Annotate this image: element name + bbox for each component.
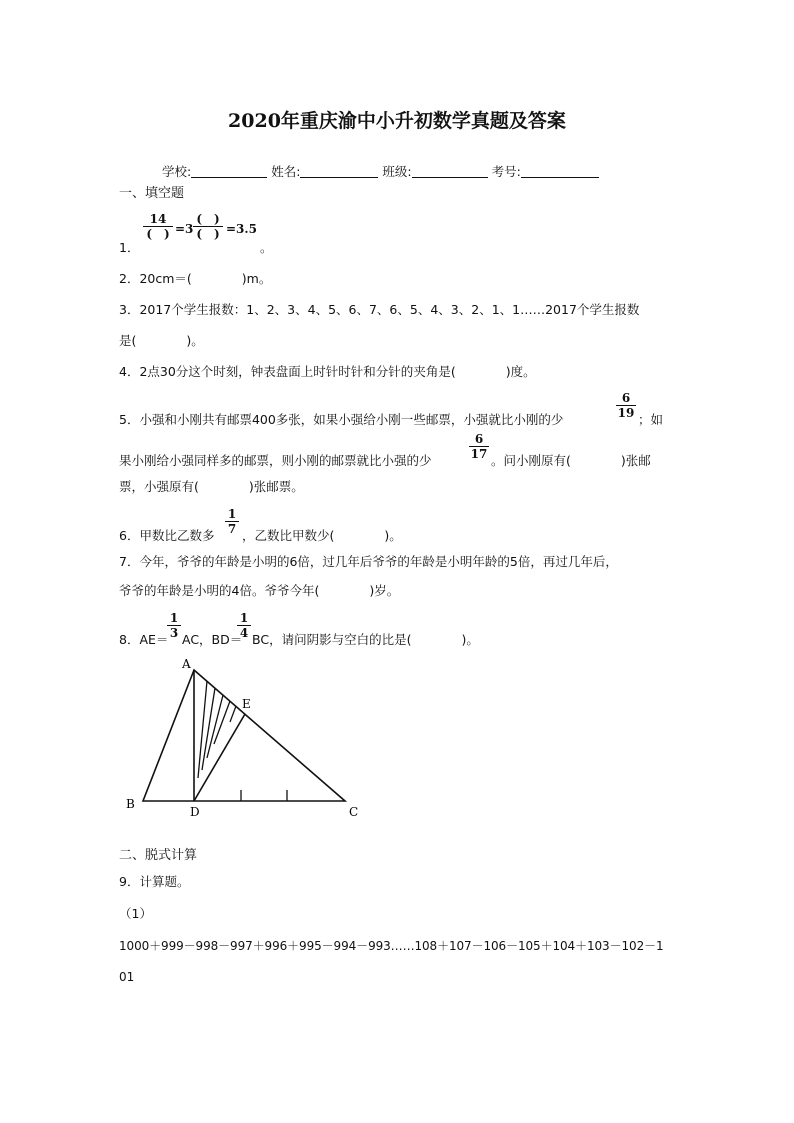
q7-line1: 7．今年，爷爷的年龄是小明的6倍，过几年后爷爷的年龄是小明年龄的5倍，再过几年后， <box>119 554 618 569</box>
label-a: A <box>182 657 191 671</box>
q8-fraction-1-3 <box>167 611 181 640</box>
exam-no-label: 考号: <box>491 164 521 179</box>
q3-line2: 是( )。 <box>119 333 204 348</box>
q6-text-a: 6．甲数比乙数多 <box>119 528 215 543</box>
class-blank <box>412 165 488 178</box>
q1-fraction-1-num: 14 <box>149 212 167 226</box>
q5-fraction-2-den: 17 <box>470 447 488 461</box>
q8-text-b: AC，BD＝ <box>182 632 243 647</box>
q6-fraction-1-7 <box>225 507 239 536</box>
q8-text-a: 8．AE＝ <box>119 632 169 647</box>
segment-de <box>194 714 245 801</box>
q6-fraction-num: 1 <box>227 507 237 521</box>
q9-expression-line1: 1000＋999－998－997＋996＋995－994－993……108＋107－106－105＋104＋103－102－1 <box>119 939 664 953</box>
q2-text: 2．20cm＝( )m。 <box>119 271 272 286</box>
q4-text: 4．2点30分这个时刻，钟表盘面上时针时针和分针的夹角是( )度。 <box>119 364 536 379</box>
q5-line2-a: 果小刚给小强同样多的邮票，则小刚的邮票就比小强的少 <box>119 453 432 468</box>
name-label: 姓名: <box>271 164 301 179</box>
q9-subpart: （1） <box>119 906 152 921</box>
q1-fraction-1 <box>143 212 173 241</box>
q1-fraction-2 <box>193 212 223 241</box>
q5-line2-b: 。问小刚原有( )张邮 <box>491 453 651 468</box>
q5-line3: 票，小强原有( )张邮票。 <box>119 479 304 494</box>
q5-line1-a: 5．小强和小刚共有邮票400多张，如果小强给小刚一些邮票，小强就比小刚的少 <box>119 412 564 427</box>
q6-fraction-den: 7 <box>227 522 237 536</box>
q8-fraction-1-den: 3 <box>169 626 179 640</box>
q7-line2: 爷爷的年龄是小明的4倍。爷爷今年( )岁。 <box>119 583 400 598</box>
label-c: C <box>349 805 359 819</box>
exam-no-blank <box>521 165 599 178</box>
q1-fraction-2-den: ( ) <box>196 227 220 241</box>
school-blank <box>191 165 267 178</box>
label-e: E <box>242 697 251 711</box>
q9-text: 9．计算题。 <box>119 874 190 889</box>
label-b: B <box>126 797 135 811</box>
q5-fraction-6-17 <box>469 432 489 461</box>
tick-marks <box>241 790 287 801</box>
school-label: 学校: <box>162 164 192 179</box>
section-heading-fill-in: 一、填空题 <box>119 186 185 201</box>
q8-text-c: BC，请问阴影与空白的比是( )。 <box>252 632 479 647</box>
q5-fraction-2-num: 6 <box>474 432 484 446</box>
triangle-abc <box>143 670 345 801</box>
q1-equals-3-5: =3.5 <box>226 222 257 236</box>
q5-fraction-1-num: 6 <box>621 391 631 405</box>
name-blank <box>300 165 378 178</box>
label-d: D <box>190 805 200 819</box>
q1-fraction-1-den: ( ) <box>146 227 170 241</box>
q5-fraction-6-19 <box>616 391 636 420</box>
q1-number: 1． <box>119 240 140 255</box>
q5-line1-b: ；如 <box>638 412 664 427</box>
q1-end: 。 <box>260 240 273 255</box>
q5-fraction-1-den: 19 <box>617 406 635 420</box>
student-info-line <box>162 162 599 180</box>
q1-equals-3: =3 <box>175 222 194 236</box>
page-title: 2020年重庆渝中小升初数学真题及答案 <box>228 110 566 132</box>
shading-hatch <box>198 681 236 778</box>
q8-fraction-1-num: 1 <box>169 611 179 625</box>
q8-fraction-1-4 <box>237 611 251 640</box>
q8-fraction-2-num: 1 <box>239 611 249 625</box>
q3-line1: 3．2017个学生报数：1、2、3、4、5、6、7、6、5、4、3、2、1、1……2017个学生报数 <box>119 302 640 317</box>
class-label: 班级: <box>382 164 412 179</box>
q6-text-b: ，乙数比甲数少( )。 <box>242 528 402 543</box>
section-heading-calculation: 二、脱式计算 <box>119 848 198 863</box>
q9-expression-line2: 01 <box>119 970 135 984</box>
q1-fraction-2-num: ( ) <box>196 212 220 226</box>
q8-triangle-figure <box>110 650 380 830</box>
q8-fraction-2-den: 4 <box>239 626 249 640</box>
